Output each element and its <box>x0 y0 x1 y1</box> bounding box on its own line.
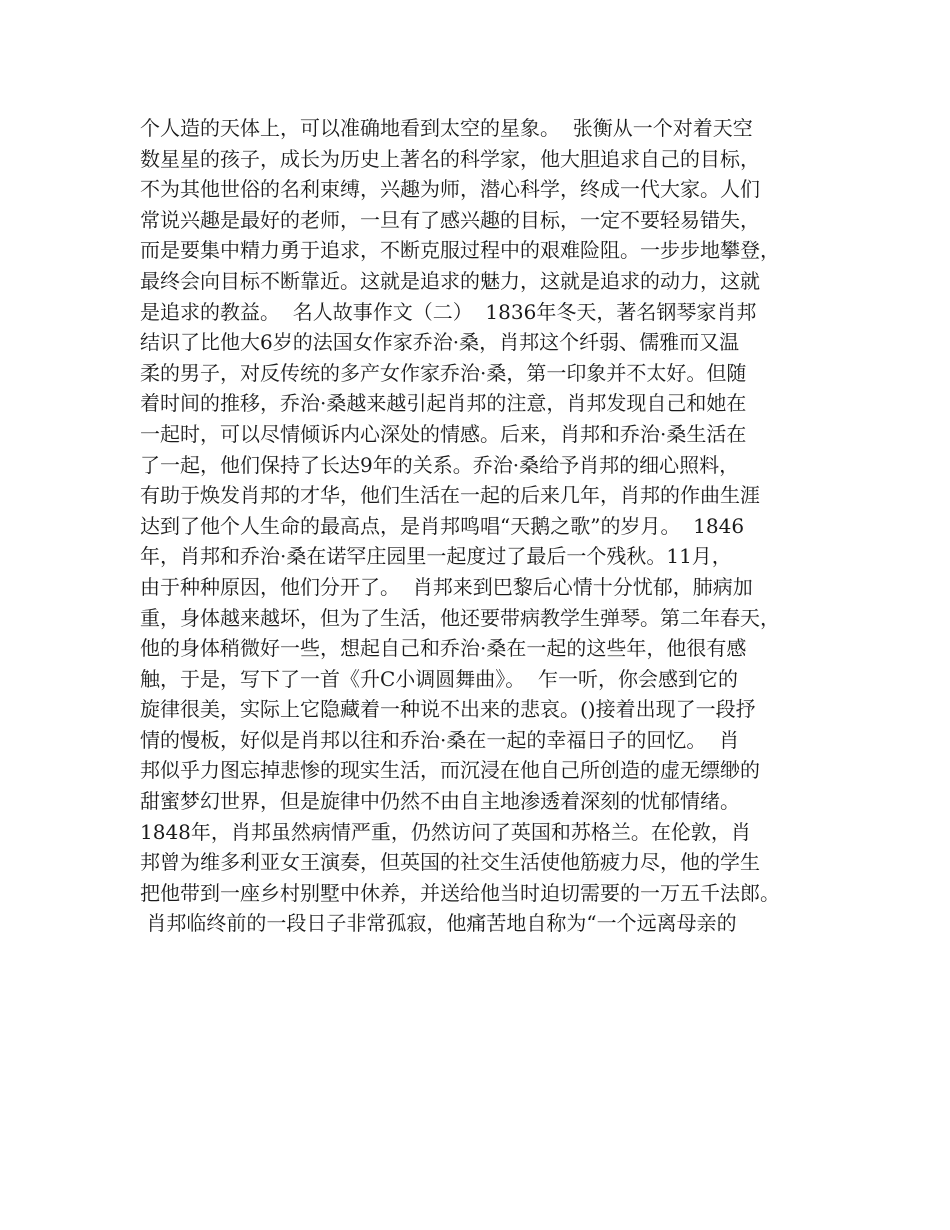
text-line: 最终会向目标不断靠近。这就是追求的魅力，这就是追求的动力，这就 <box>140 268 760 293</box>
text-line: 情的慢板，好似是肖邦以往和乔治·桑在一起的幸福日子的回忆。 肖 <box>140 727 740 752</box>
text-line: 邦曾为维多利亚女王演奏，但英国的社交生活使他筋疲力尽，他的学生 <box>140 850 760 875</box>
text-line: 数星星的孩子，成长为历史上著名的科学家，他大胆追求自己的目标， <box>140 146 760 171</box>
text-line: 年，肖邦和乔治·桑在诺罕庄园里一起度过了最后一个残秋。11月， <box>140 544 732 569</box>
text-line: 是追求的教益。 名人故事作文（二） 1836年冬天，著名钢琴家肖邦 <box>140 299 757 324</box>
text-line: 常说兴趣是最好的老师，一旦有了感兴趣的目标，一定不要轻易错失， <box>140 207 760 232</box>
text-line: 由于种种原因，他们分开了。 肖邦来到巴黎后心情十分忧郁，肺病加 <box>140 574 753 599</box>
text-line: 了一起，他们保持了长达9年的关系。乔治·桑给予肖邦的细心照料， <box>140 452 740 477</box>
text-line: 他的身体稍微好一些，想起自己和乔治·桑在一起的这些年，他很有感 <box>140 636 747 661</box>
text-line: 把他带到一座乡村别墅中休养，并送给他当时迫切需要的一万五千法郎。 <box>140 880 780 905</box>
text-line: 而是要集中精力勇于追求，不断克服过程中的艰难险阻。一步步地攀登， <box>140 238 780 263</box>
text-line: 达到了他个人生命的最高点，是肖邦鸣唱“天鹅之歌”的岁月。 1846 <box>140 513 745 538</box>
text-line: 柔的男子，对反传统的多产女作家乔治·桑，第一印象并不太好。但随 <box>140 360 747 385</box>
text-line: 甜蜜梦幻世界，但是旋律中仍然不由自主地渗透着深刻的忧郁情绪。 <box>140 789 740 814</box>
text-line: 一起时，可以尽情倾诉内心深处的情感。后来，肖邦和乔治·桑生活在 <box>140 421 747 446</box>
text-line: 着时间的推移，乔治·桑越来越引起肖邦的注意，肖邦发现自己和她在 <box>140 391 747 416</box>
text-line: 旋律很美，实际上它隐藏着一种说不出来的悲哀。()接着出现了一段抒 <box>140 697 756 722</box>
text-line: 结识了比他大6岁的法国女作家乔治·桑，肖邦这个纤弱、儒雅而又温 <box>140 330 740 355</box>
text-line: 1848年，肖邦虽然病情严重，仍然访问了英国和苏格兰。在伦敦，肖 <box>140 819 751 844</box>
text-line: 肖邦临终前的一段日子非常孤寂，他痛苦地自称为“一个远离母亲的 <box>140 911 737 936</box>
text-line: 不为其他世俗的名利束缚，兴趣为师，潜心科学，终成一代大家。人们 <box>140 177 760 202</box>
text-line: 个人造的天体上，可以准确地看到太空的星象。 张衡从一个对着天空 <box>140 116 753 140</box>
text-line: 有助于焕发肖邦的才华，他们生活在一起的后来几年，肖邦的作曲生涯 <box>140 483 760 508</box>
text-line: 重，身体越来越坏，但为了生活，他还要带病教学生弹琴。第二年春天， <box>140 605 780 630</box>
body-text <box>140 113 840 939</box>
text-line: 邦似乎力图忘掉悲惨的现实生活，而沉浸在他自己所创造的虚无缥缈的 <box>140 758 760 783</box>
text-line: 触，于是，写下了一首《升C小调圆舞曲》。 乍一听，你会感到它的 <box>140 666 739 691</box>
